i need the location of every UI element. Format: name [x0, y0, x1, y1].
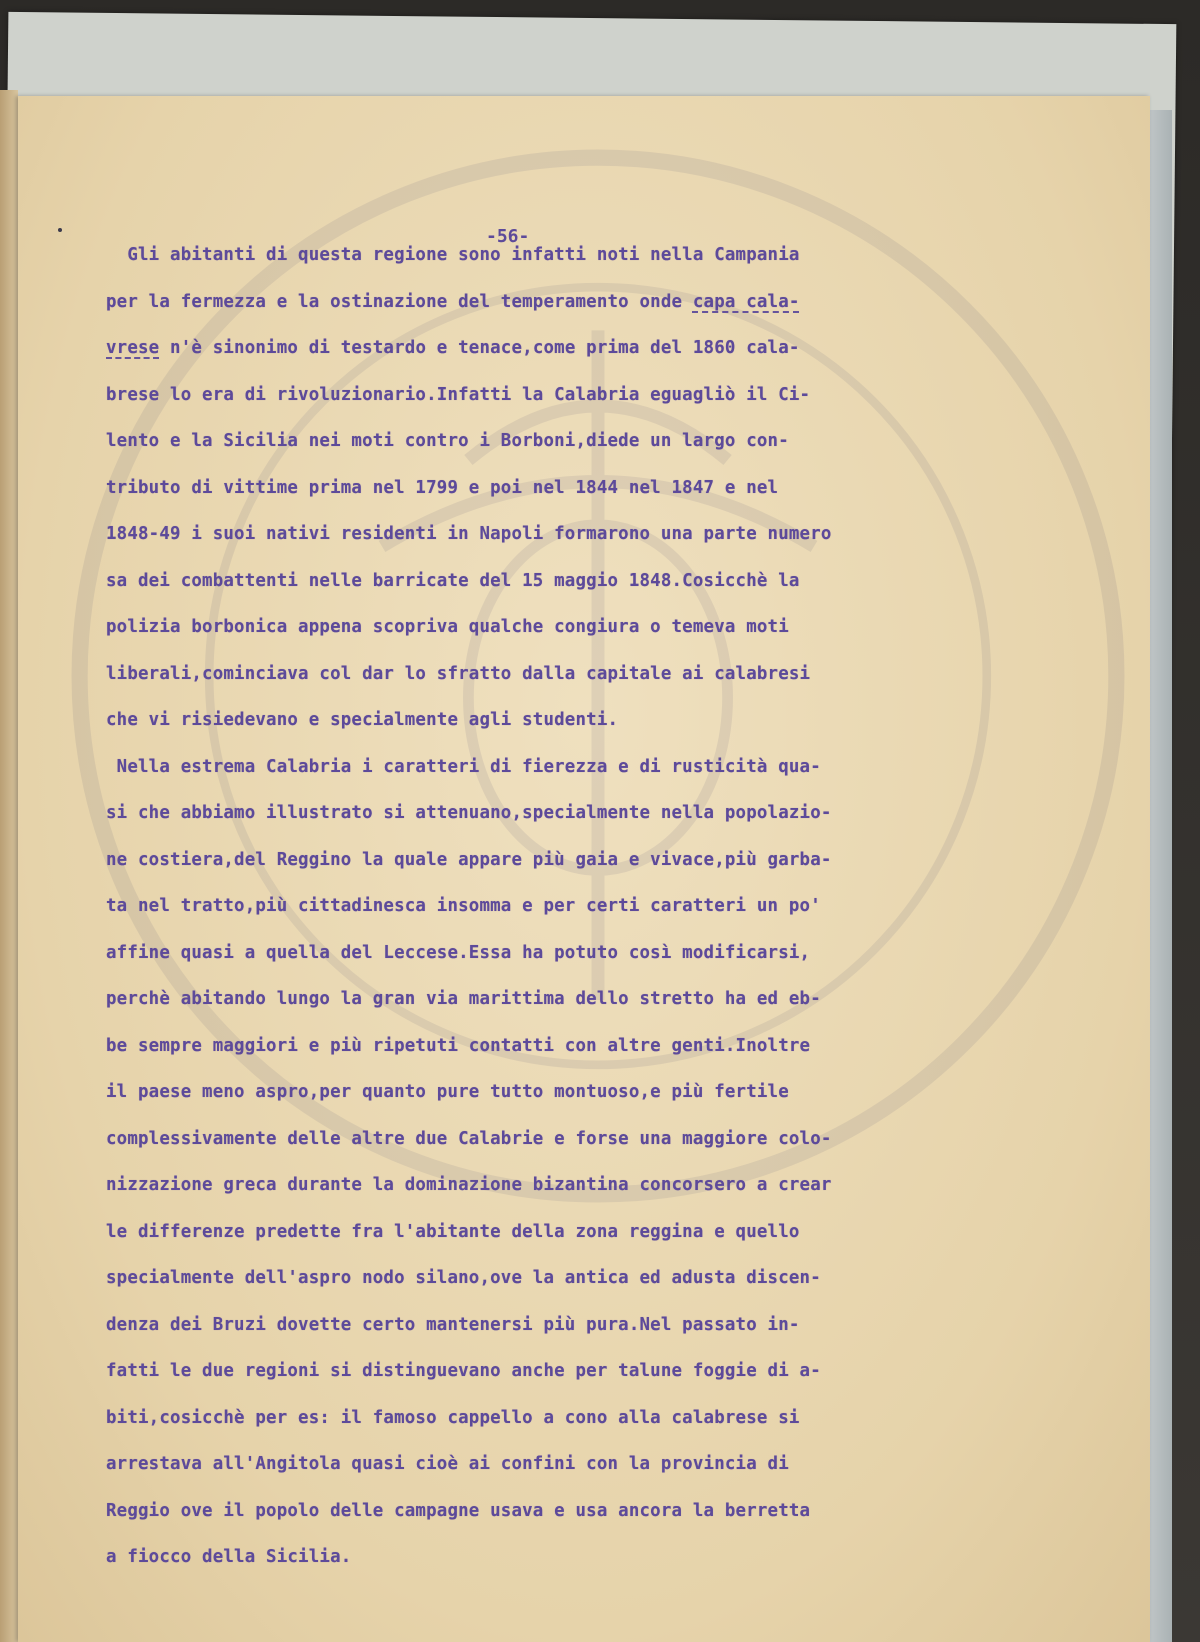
- text-line: specialmente dell'aspro nodo silano,ove la antica ed adusta discen-: [106, 1268, 821, 1288]
- text-line: Reggio ove il popolo delle campagne usava e usa ancora la berretta: [106, 1500, 811, 1521]
- text-line: complessivamente delle altre due Calabrie e forse una maggiore colo-: [106, 1128, 832, 1149]
- text-line: che vi risiedevano e specialmente agli studenti.: [106, 710, 619, 730]
- text-line: liberali,cominciava col dar lo sfratto dalla capitale ai calabresi: [106, 663, 811, 684]
- text-line: arrestava all'Angitola quasi cioè ai confini con la provincia di: [106, 1454, 789, 1474]
- text-line: nizzazione greca durante la dominazione bizantina concorsero a crear: [106, 1175, 832, 1195]
- text-line: denza dei Bruzi dovette certo mantenersi più pura.Nel passato in-: [106, 1314, 800, 1335]
- left-page-edge: [0, 90, 18, 1642]
- text-line: il paese meno aspro,per quanto pure tutto montuoso,e più fertile: [106, 1082, 789, 1102]
- text-line: polizia borbonica appena scopriva qualche congiura o temeva moti: [106, 617, 789, 637]
- text-line: Gli abitanti di questa regione sono infatti noti nella Campania: [106, 245, 800, 265]
- text-line: tributo di vittime prima nel 1799 e poi nel 1844 nel 1847 e nel: [106, 477, 779, 498]
- text-line: si che abbiamo illustrato si attenuano,specialmente nella popolazio-: [106, 803, 832, 823]
- text-line: lento e la Sicilia nei moti contro i Borboni,diede un largo con-: [106, 431, 789, 451]
- typed-text-body: [106, 232, 1086, 1581]
- text-line: [106, 279, 1086, 326]
- text-line: sa dei combattenti nelle barricate del 15 maggio 1848.Cosicchè la: [106, 570, 800, 591]
- text-line: a fiocco della Sicilia.: [106, 1547, 352, 1567]
- text-line-part: n'è sinonimo di testardo e tenace,come prima del 1860 cala-: [170, 338, 800, 358]
- right-page-edge: [1150, 110, 1172, 1642]
- page-number: -56-: [486, 226, 530, 247]
- text-line: brese lo era di rivoluzionario.Infatti la Calabria eguagliò il Ci-: [106, 384, 811, 405]
- typed-page: [18, 96, 1150, 1642]
- text-line-part: per la fermezza e la ostinazione del temperamento onde: [106, 291, 693, 312]
- underlined-phrase: vrese: [106, 338, 160, 358]
- text-line: [106, 325, 1086, 372]
- text-line: affine quasi a quella del Leccese.Essa ha potuto così modificarsi,: [106, 942, 811, 963]
- text-line: ta nel tratto,più cittadinesca insomma e per certi caratteri un po': [106, 896, 821, 916]
- text-line: Nella estrema Calabria i caratteri di fierezza e di rusticità qua-: [106, 756, 821, 777]
- ink-speck: [58, 228, 62, 232]
- text-line: ne costiera,del Reggino la quale appare più gaia e vivace,più garba-: [106, 849, 832, 870]
- text-line: fatti le due regioni si distinguevano anche per talune foggie di a-: [106, 1361, 821, 1381]
- text-line: le differenze predette fra l'abitante della zona reggina e quello: [106, 1221, 800, 1242]
- underlined-phrase: capa cala-: [692, 291, 800, 312]
- text-line: 1848-49 i suoi nativi residenti in Napoli formarono una parte numero: [106, 524, 832, 544]
- text-line: perchè abitando lungo la gran via marittima dello stretto ha ed eb-: [106, 989, 821, 1009]
- text-line: be sempre maggiori e più ripetuti contatti con altre genti.Inoltre: [106, 1035, 811, 1056]
- text-line: biti,cosicchè per es: il famoso cappello a cono alla calabrese si: [106, 1407, 800, 1428]
